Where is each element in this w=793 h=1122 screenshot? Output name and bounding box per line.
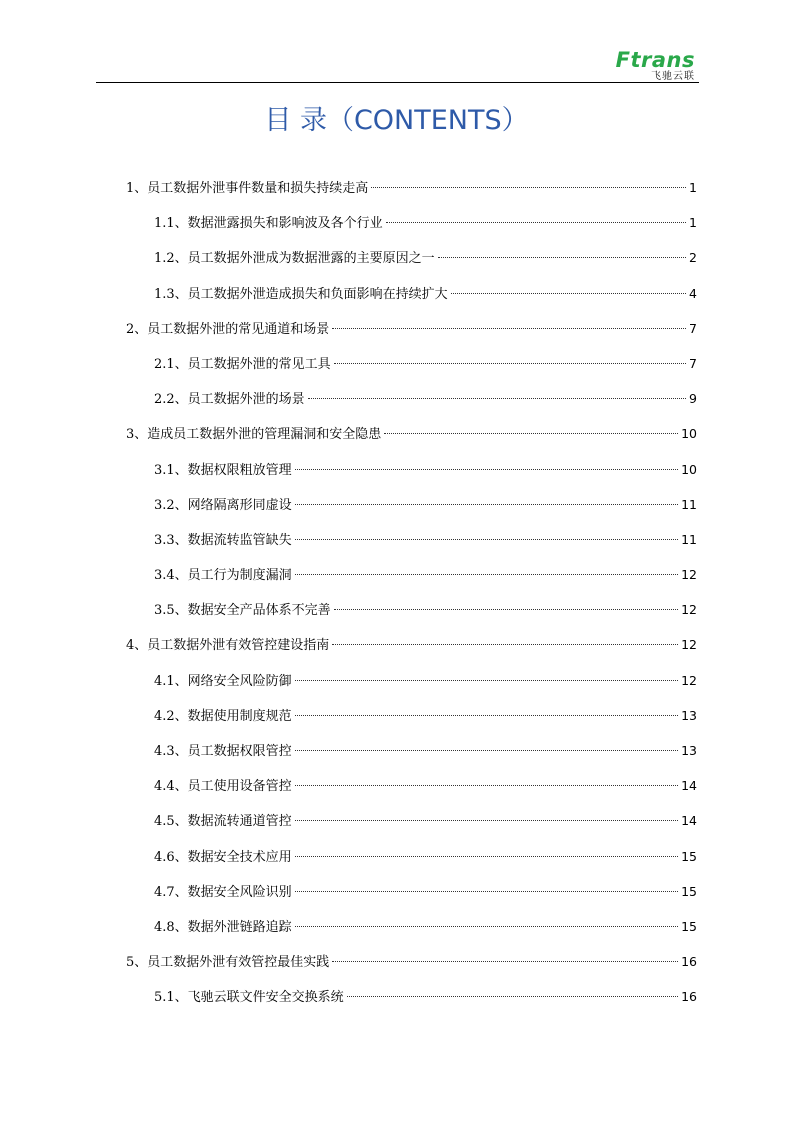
toc-entry-label: 4.8、数据外泄链路追踪 bbox=[154, 919, 292, 935]
ftrans-logo bbox=[616, 50, 695, 82]
toc-section-entry[interactable] bbox=[126, 627, 697, 662]
toc-page-number: 12 bbox=[681, 637, 697, 653]
toc-page-number: 14 bbox=[681, 778, 697, 794]
toc-subsection-entry[interactable] bbox=[126, 487, 697, 522]
toc-page-number: 10 bbox=[681, 461, 697, 477]
toc-section-entry[interactable] bbox=[126, 311, 697, 346]
toc-entry-label: 3.3、数据流转监管缺失 bbox=[154, 532, 292, 548]
toc-dot-leader bbox=[295, 574, 678, 575]
toc-entry-label: 2、员工数据外泄的常见通道和场景 bbox=[126, 321, 330, 337]
toc-dot-leader bbox=[347, 996, 678, 997]
toc-dot-leader bbox=[295, 715, 678, 716]
toc-subsection-entry[interactable] bbox=[126, 522, 697, 557]
toc-page-number: 13 bbox=[681, 707, 697, 723]
toc-page-number: 10 bbox=[681, 426, 697, 442]
toc-page-number: 15 bbox=[681, 848, 697, 864]
toc-dot-leader bbox=[451, 293, 686, 294]
toc-page-number: 16 bbox=[681, 954, 697, 970]
toc-page-number: 12 bbox=[681, 602, 697, 618]
toc-page-number: 15 bbox=[681, 918, 697, 934]
toc-entry-label: 3.4、员工行为制度漏洞 bbox=[154, 568, 292, 584]
toc-entry-label: 4.5、数据流转通道管控 bbox=[154, 814, 292, 830]
toc-dot-leader bbox=[384, 433, 678, 434]
toc-subsection-entry[interactable] bbox=[126, 839, 697, 874]
toc-dot-leader bbox=[308, 398, 686, 399]
toc-page-number: 1 bbox=[689, 215, 697, 231]
toc-section-entry[interactable] bbox=[126, 416, 697, 451]
toc-entry-label: 1.1、数据泄露损失和影响波及各个行业 bbox=[154, 216, 383, 232]
toc-entry-label: 3.1、数据权限粗放管理 bbox=[154, 462, 292, 478]
toc-page-number: 15 bbox=[681, 883, 697, 899]
toc-dot-leader bbox=[295, 820, 678, 821]
toc-dot-leader bbox=[334, 363, 686, 364]
toc-entry-label: 4.1、网络安全风险防御 bbox=[154, 673, 292, 689]
toc-page-number: 9 bbox=[689, 391, 697, 407]
toc-dot-leader bbox=[386, 222, 686, 223]
toc-section-entry[interactable] bbox=[126, 944, 697, 979]
toc-dot-leader bbox=[371, 187, 686, 188]
toc-page-number: 11 bbox=[681, 531, 697, 547]
toc-entry-label: 3.2、网络隔离形同虚设 bbox=[154, 497, 292, 513]
toc-dot-leader bbox=[332, 328, 686, 329]
toc-entry-label: 4.7、数据安全风险识别 bbox=[154, 884, 292, 900]
toc-subsection-entry[interactable] bbox=[126, 733, 697, 768]
toc-dot-leader bbox=[295, 504, 678, 505]
toc-subsection-entry[interactable] bbox=[126, 381, 697, 416]
toc-subsection-entry[interactable] bbox=[126, 663, 697, 698]
toc-entry-label: 4.4、员工使用设备管控 bbox=[154, 779, 292, 795]
toc-entry-label: 3、造成员工数据外泄的管理漏洞和安全隐患 bbox=[126, 427, 382, 443]
toc-subsection-entry[interactable] bbox=[126, 452, 697, 487]
toc-page-number: 4 bbox=[689, 285, 697, 301]
toc-dot-leader bbox=[334, 609, 678, 610]
toc-subsection-entry[interactable] bbox=[126, 909, 697, 944]
toc-subsection-entry[interactable] bbox=[126, 698, 697, 733]
toc-entry-label: 5.1、飞驰云联文件安全交换系统 bbox=[154, 990, 344, 1006]
toc-page-number: 1 bbox=[689, 180, 697, 195]
toc-page-number: 7 bbox=[689, 320, 697, 336]
toc-subsection-entry[interactable] bbox=[126, 874, 697, 909]
toc-subsection-entry[interactable] bbox=[126, 768, 697, 803]
toc-dot-leader bbox=[332, 644, 678, 645]
header-divider bbox=[96, 82, 699, 83]
toc-page-number: 7 bbox=[689, 355, 697, 371]
toc-subsection-entry[interactable] bbox=[126, 557, 697, 592]
toc-entry-label: 2.2、员工数据外泄的场景 bbox=[154, 392, 305, 408]
toc-entry-label: 4.2、数据使用制度规范 bbox=[154, 708, 292, 724]
logo-subtitle: 飞驰云联 bbox=[651, 71, 695, 82]
toc-dot-leader bbox=[438, 257, 686, 258]
toc-entry-label: 2.1、员工数据外泄的常见工具 bbox=[154, 356, 331, 372]
toc-entry-label: 1、员工数据外泄事件数量和损失持续走高 bbox=[126, 181, 369, 196]
toc-dot-leader bbox=[295, 891, 678, 892]
toc-page-number: 12 bbox=[681, 672, 697, 688]
page-title: 目 录（CONTENTS） bbox=[264, 105, 529, 136]
toc-subsection-entry[interactable] bbox=[126, 240, 697, 275]
toc-subsection-entry[interactable] bbox=[126, 205, 697, 240]
toc-entry-label: 1.3、员工数据外泄造成损失和负面影响在持续扩大 bbox=[154, 286, 448, 302]
toc-subsection-entry[interactable] bbox=[126, 276, 697, 311]
toc-subsection-entry[interactable] bbox=[126, 346, 697, 381]
toc-dot-leader bbox=[295, 680, 678, 681]
toc-dot-leader bbox=[295, 785, 678, 786]
toc-page-number: 14 bbox=[681, 813, 697, 829]
toc-entry-label: 4、员工数据外泄有效管控建设指南 bbox=[126, 638, 330, 654]
toc-section-entry[interactable] bbox=[126, 170, 697, 205]
toc-page-number: 16 bbox=[681, 989, 697, 1005]
toc-subsection-entry[interactable] bbox=[126, 803, 697, 838]
toc-page-number: 11 bbox=[681, 496, 697, 512]
toc-entry-label: 4.3、员工数据权限管控 bbox=[154, 744, 292, 759]
toc-page-number: 13 bbox=[681, 743, 697, 758]
logo-wordmark: Ftrans bbox=[615, 48, 695, 72]
toc-dot-leader bbox=[295, 539, 678, 540]
toc-subsection-entry[interactable] bbox=[126, 592, 697, 627]
table-of-contents bbox=[126, 170, 697, 1015]
toc-entry-label: 4.6、数据安全技术应用 bbox=[154, 849, 292, 865]
toc-dot-leader bbox=[295, 926, 678, 927]
toc-entry-label: 3.5、数据安全产品体系不完善 bbox=[154, 603, 331, 619]
toc-entry-label: 5、员工数据外泄有效管控最佳实践 bbox=[126, 955, 330, 971]
toc-page-number: 12 bbox=[681, 567, 697, 583]
toc-entry-label: 1.2、员工数据外泄成为数据泄露的主要原因之一 bbox=[154, 251, 435, 267]
toc-dot-leader bbox=[295, 469, 678, 470]
toc-subsection-entry[interactable] bbox=[126, 979, 697, 1014]
toc-dot-leader bbox=[295, 856, 678, 857]
toc-dot-leader bbox=[332, 961, 678, 962]
toc-page-number: 2 bbox=[689, 250, 697, 266]
toc-dot-leader bbox=[295, 750, 678, 751]
